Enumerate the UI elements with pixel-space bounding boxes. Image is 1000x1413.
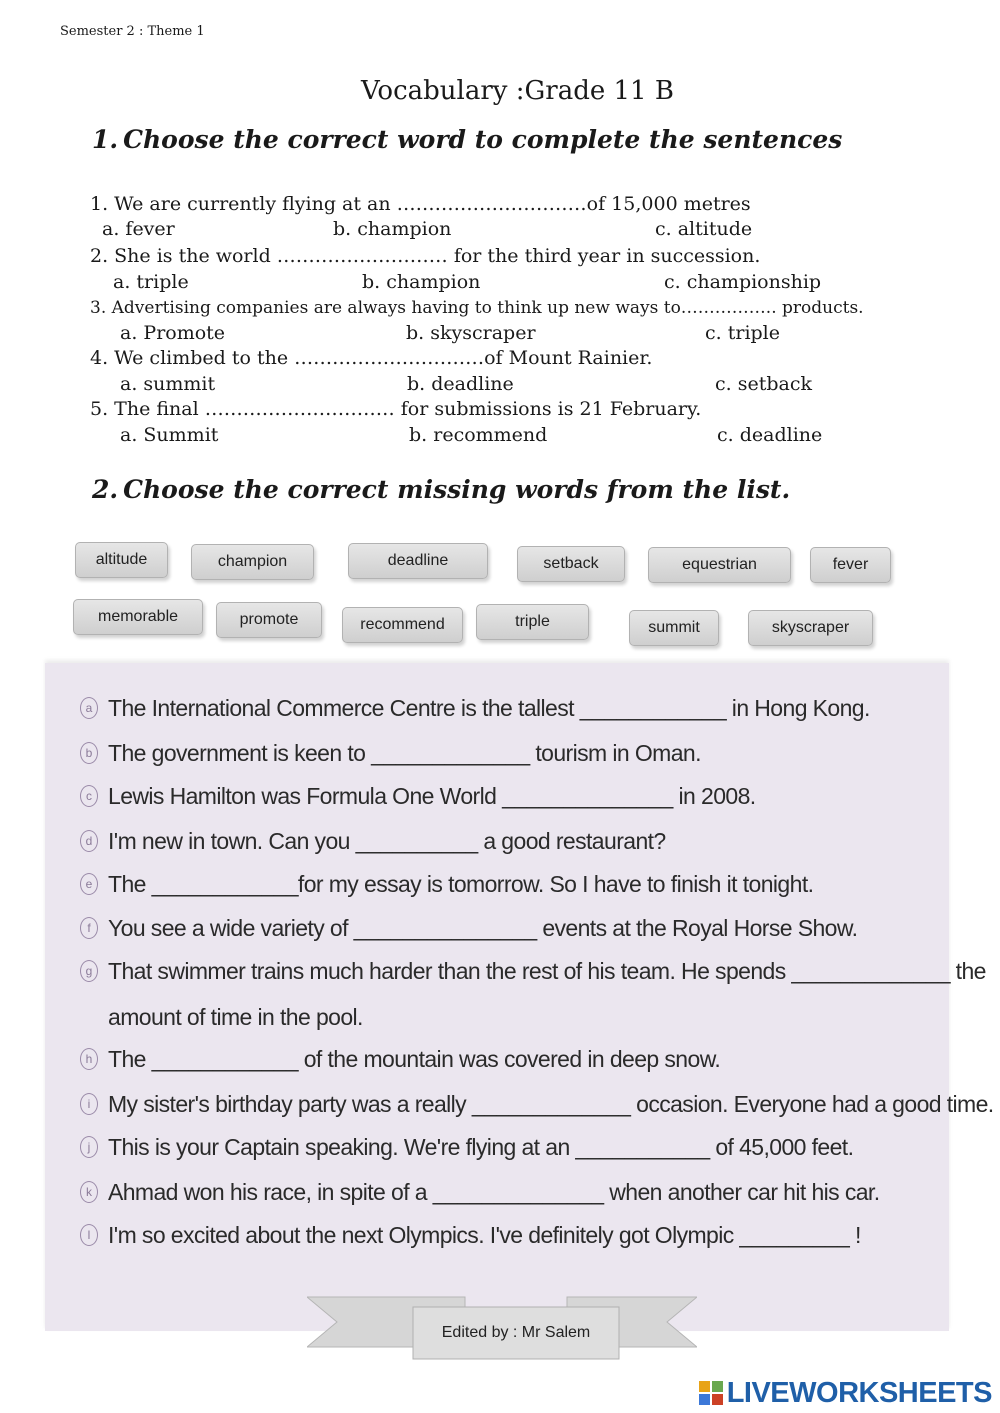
letter-badge-icon: a: [80, 697, 98, 719]
letter-badge-icon: c: [80, 785, 98, 807]
word-chip-triple[interactable]: triple: [476, 604, 589, 640]
question-3-text: 3. Advertising companies are always having to think up new ways to…………….. products.: [90, 298, 864, 318]
letter-badge-icon: d: [80, 830, 98, 852]
letter-badge-icon: j: [80, 1136, 98, 1158]
question-5-option-b[interactable]: b. recommend: [409, 424, 548, 446]
question-3-option-a[interactable]: a. Promote: [120, 322, 226, 344]
word-chip-equestrian[interactable]: equestrian: [648, 547, 791, 583]
exercise-f-text: You see a wide variety of _______________ events at the Royal Horse Show.: [108, 915, 858, 941]
question-4-option-c[interactable]: c. setback: [715, 373, 812, 395]
word-chip-champion[interactable]: champion: [191, 544, 314, 580]
question-2-option-a[interactable]: a. triple: [113, 271, 189, 293]
question-1-option-c[interactable]: c. altitude: [655, 218, 753, 240]
question-2-text: 2. She is the world ……………………… for the third year in succession.: [90, 245, 761, 267]
question-1-option-a[interactable]: a. fever: [102, 218, 175, 240]
exercise-e-text: The ____________for my essay is tomorrow. So I have to finish it tonight.: [108, 871, 814, 897]
question-3-option-b[interactable]: b. skyscraper: [406, 322, 536, 344]
letter-badge-icon: f: [80, 917, 98, 939]
question-5-option-c[interactable]: c. deadline: [717, 424, 823, 446]
exercise-l-text: I'm so excited about the next Olympics. I've definitely got Olympic _________ !: [108, 1222, 861, 1248]
question-2-option-c[interactable]: c. championship: [664, 271, 822, 293]
exercise-k-text: Ahmad won his race, in spite of a ______________ when another car hit his car.: [108, 1179, 880, 1205]
exercise-h-text: The ____________ of the mountain was covered in deep snow.: [108, 1046, 721, 1072]
exercise-j-text: This is your Captain speaking. We're flying at an ___________ of 45,000 feet.: [108, 1134, 854, 1160]
exercise-g-text: That swimmer trains much harder than the rest of his team. He spends _____________ the: [108, 958, 986, 984]
brand-name: LIVEWORKSHEETS: [726, 1376, 992, 1409]
semester-note: Semester 2 : Theme 1: [60, 24, 205, 39]
letter-badge-icon: l: [80, 1224, 98, 1246]
editor-credit: Edited by : Mr Salem: [441, 1324, 591, 1341]
liveworksheets-logo-icon: [699, 1381, 723, 1405]
letter-badge-icon: k: [80, 1181, 98, 1203]
page-title: Vocabulary :Grade 11 B: [361, 76, 674, 106]
exercise-i-text: My sister's birthday party was a really _____________ occasion. Everyone had a good time.: [108, 1091, 994, 1117]
question-1-option-b[interactable]: b. champion: [333, 218, 452, 240]
letter-badge-icon: i: [80, 1093, 98, 1115]
letter-badge-icon: h: [80, 1048, 98, 1070]
letter-badge-icon: b: [80, 742, 98, 764]
exercise-c-text: Lewis Hamilton was Formula One World ______________ in 2008.: [108, 783, 756, 809]
section-1-title: 1. Choose the correct word to complete the sentences: [92, 125, 843, 154]
word-chip-promote[interactable]: promote: [216, 602, 322, 638]
question-5-option-a[interactable]: a. Summit: [120, 424, 219, 446]
question-2-option-b[interactable]: b. champion: [362, 271, 481, 293]
question-1-text: 1. We are currently flying at an …………………………of 15,000 metres: [90, 193, 751, 215]
question-4-text: 4. We climbed to the …………………………of Mount Rainier.: [90, 347, 653, 369]
question-3-option-c[interactable]: c. triple: [705, 322, 780, 344]
letter-badge-icon: g: [80, 960, 98, 982]
word-chip-skyscraper[interactable]: skyscraper: [748, 610, 873, 646]
exercise-a-text: The International Commerce Centre is the tallest ____________ in Hong Kong.: [108, 695, 870, 721]
word-chip-fever[interactable]: fever: [810, 547, 891, 583]
word-chip-recommend[interactable]: recommend: [342, 607, 463, 643]
exercise-d-text: I'm new in town. Can you __________ a good restaurant?: [108, 828, 666, 854]
question-4-option-a[interactable]: a. summit: [120, 373, 216, 395]
exercise-g-text-continued: amount of time in the pool.: [108, 1004, 363, 1030]
letter-badge-icon: e: [80, 873, 98, 895]
section-2-title: 2. Choose the correct missing words from the list.: [92, 475, 791, 504]
word-chip-memorable[interactable]: memorable: [73, 599, 203, 635]
question-5-text: 5. The final ………………………… for submissions is 21 February.: [90, 398, 702, 420]
word-chip-setback[interactable]: setback: [517, 546, 625, 582]
question-4-option-b[interactable]: b. deadline: [407, 373, 514, 395]
word-chip-deadline[interactable]: deadline: [348, 543, 488, 579]
word-chip-summit[interactable]: summit: [629, 610, 719, 646]
liveworksheets-logo: [699, 1378, 992, 1408]
word-chip-altitude[interactable]: altitude: [75, 542, 168, 578]
exercise-b-text: The government is keen to _____________ tourism in Oman.: [108, 740, 701, 766]
